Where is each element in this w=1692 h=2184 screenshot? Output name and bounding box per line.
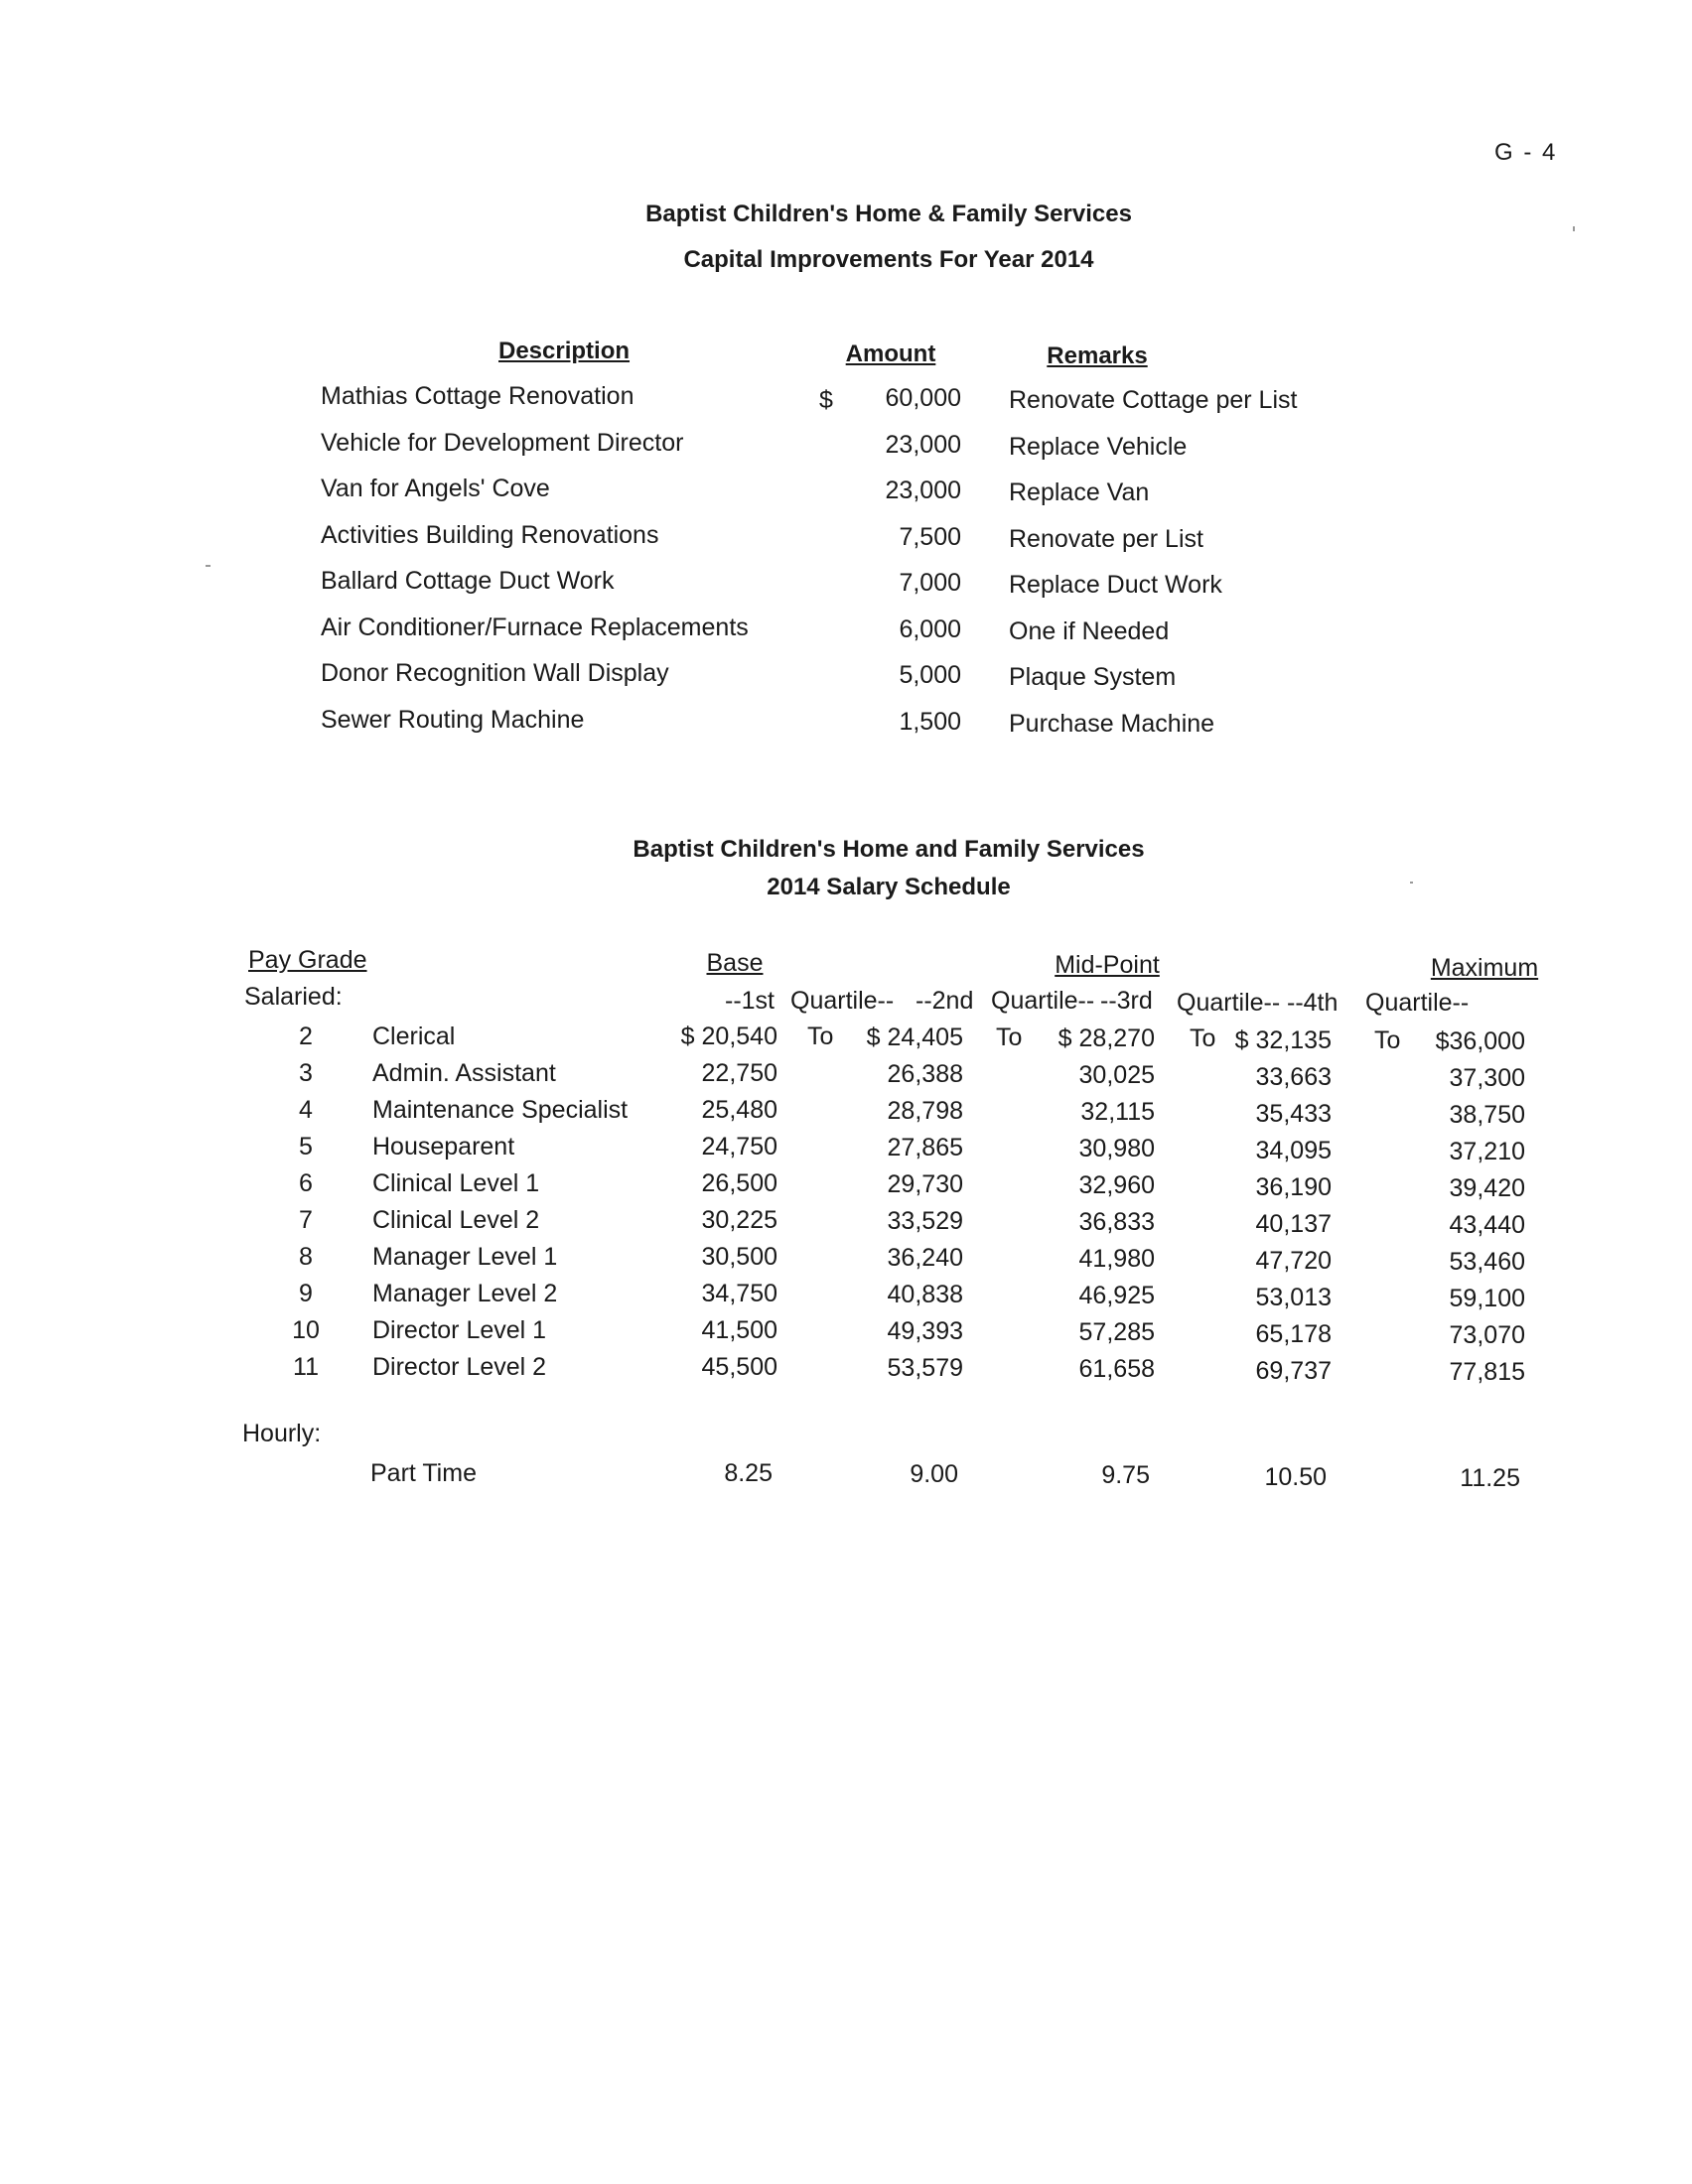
- capital-item-description: Sewer Routing Machine: [321, 705, 585, 734]
- salary-value: 30,500: [701, 1243, 777, 1271]
- to-separator: To: [807, 1023, 834, 1050]
- hourly-value: 9.75: [1101, 1461, 1150, 1490]
- salary-value: 33,663: [1255, 1062, 1332, 1091]
- pay-grade-title: Manager Level 1: [372, 1243, 558, 1271]
- salary-value: $ 20,540: [680, 1023, 777, 1050]
- hourly-value: 10.50: [1264, 1462, 1327, 1491]
- salary-value: 65,178: [1255, 1319, 1332, 1348]
- pay-grade-number: 7: [299, 1206, 313, 1234]
- capital-item-amount: 7,000: [899, 569, 961, 597]
- pay-grade-title: Clinical Level 2: [372, 1206, 540, 1234]
- capital-header-description: Description: [497, 338, 631, 364]
- header-q1: --1st: [725, 987, 775, 1015]
- capital-item-amount: 5,000: [899, 661, 961, 689]
- hourly-value: 8.25: [724, 1459, 773, 1487]
- pay-grade-number: 10: [292, 1316, 320, 1344]
- salary-value: 36,833: [1078, 1208, 1155, 1237]
- currency-symbol: $: [819, 386, 833, 414]
- salaried-label: Salaried:: [244, 983, 343, 1011]
- salary-value: 34,750: [701, 1280, 777, 1307]
- pay-grade-title: Houseparent: [372, 1133, 515, 1160]
- salary-value: 32,960: [1078, 1171, 1155, 1200]
- salary-value: 40,838: [887, 1281, 963, 1309]
- pay-grade-title: Maintenance Specialist: [372, 1096, 629, 1124]
- header-q1-quartile: Quartile--: [790, 987, 895, 1015]
- capital-item-description: Van for Angels' Cove: [321, 475, 550, 502]
- salary-value: 57,285: [1078, 1318, 1155, 1347]
- salary-value: 25,480: [701, 1096, 777, 1124]
- header-q2: --2nd: [916, 987, 974, 1015]
- pay-grade-title: Manager Level 2: [372, 1280, 558, 1307]
- pay-grade-title: Clerical: [372, 1023, 456, 1050]
- pay-grade-title: Director Level 2: [372, 1353, 547, 1381]
- salary-value: 36,190: [1255, 1172, 1332, 1201]
- capital-item-remarks: Renovate Cottage per List: [1009, 386, 1298, 414]
- salary-value: 39,420: [1449, 1173, 1525, 1202]
- pay-grade-number: 3: [299, 1059, 313, 1087]
- capital-subtitle: Capital Improvements For Year 2014: [683, 246, 1094, 273]
- salary-value: 40,137: [1255, 1209, 1332, 1238]
- pay-grade-title: Admin. Assistant: [372, 1059, 556, 1087]
- salary-value: 28,798: [887, 1097, 963, 1126]
- header-q3-quartile: Quartile--: [1177, 989, 1281, 1017]
- salary-value: 29,730: [887, 1170, 963, 1199]
- hourly-title: Part Time: [370, 1459, 477, 1487]
- salary-value: 61,658: [1078, 1355, 1155, 1384]
- pay-grade-number: 4: [299, 1096, 313, 1124]
- salary-org-title: Baptist Children's Home and Family Services: [633, 836, 1145, 863]
- capital-item-remarks: Replace Duct Work: [1009, 571, 1222, 599]
- salary-value: 30,980: [1078, 1135, 1155, 1163]
- capital-header-amount: Amount: [845, 341, 936, 367]
- to-separator: To: [1190, 1024, 1216, 1053]
- salary-value: 36,240: [887, 1244, 963, 1273]
- capital-item-remarks: Replace Vehicle: [1009, 432, 1188, 461]
- capital-item-amount: 23,000: [885, 430, 961, 459]
- salary-value: 59,100: [1449, 1284, 1525, 1312]
- to-separator: To: [1374, 1025, 1401, 1054]
- capital-item-amount: 7,500: [899, 522, 961, 551]
- salary-value: 77,815: [1449, 1357, 1525, 1386]
- capital-item-description: Ballard Cottage Duct Work: [321, 567, 615, 595]
- pay-grade-title: Director Level 1: [372, 1316, 547, 1344]
- scan-speck: [206, 565, 211, 567]
- pay-grade-number: 2: [299, 1023, 313, 1050]
- capital-item-description: Air Conditioner/Furnace Replacements: [321, 613, 749, 641]
- header-q2-quartile: Quartile--: [991, 987, 1095, 1015]
- salary-value: $ 28,270: [1058, 1024, 1155, 1053]
- hourly-value: 9.00: [910, 1460, 958, 1489]
- capital-header-remarks: Remarks: [1047, 342, 1148, 369]
- pay-grade-title: Clinical Level 1: [372, 1169, 540, 1197]
- capital-item-amount: 6,000: [899, 614, 961, 643]
- salary-value: 37,300: [1449, 1063, 1525, 1092]
- pay-grade-number: 5: [299, 1133, 313, 1160]
- salary-value: 34,095: [1255, 1136, 1332, 1164]
- salary-value: 41,500: [701, 1316, 777, 1344]
- header-q4-quartile: Quartile--: [1365, 989, 1470, 1017]
- capital-item-remarks: Replace Van: [1009, 478, 1150, 506]
- salary-value: 26,388: [887, 1060, 963, 1089]
- page-number: G - 4: [1494, 139, 1558, 166]
- header-pay-grade: Pay Grade: [248, 946, 367, 974]
- header-q3: --3rd: [1100, 987, 1153, 1015]
- salary-value: 24,750: [701, 1133, 777, 1160]
- salary-value: 73,070: [1449, 1320, 1525, 1349]
- pay-grade-number: 6: [299, 1169, 313, 1197]
- capital-item-remarks: Purchase Machine: [1009, 709, 1215, 738]
- header-q4: --4th: [1287, 989, 1339, 1017]
- salary-value: 49,393: [887, 1317, 963, 1346]
- hourly-value: 11.25: [1460, 1463, 1520, 1492]
- capital-item-amount: 60,000: [885, 384, 961, 412]
- salary-value: 38,750: [1449, 1100, 1525, 1129]
- hourly-label: Hourly:: [242, 1420, 322, 1447]
- salary-value: 22,750: [701, 1059, 777, 1087]
- capital-item-remarks: Plaque System: [1009, 663, 1177, 691]
- header-base: Base: [706, 949, 764, 977]
- pay-grade-number: 8: [299, 1243, 313, 1271]
- salary-value: $36,000: [1435, 1026, 1525, 1055]
- salary-value: $ 32,135: [1234, 1025, 1332, 1054]
- salary-value: 26,500: [701, 1169, 777, 1197]
- pay-grade-number: 11: [293, 1353, 319, 1381]
- salary-value: 33,529: [887, 1207, 963, 1236]
- salary-value: 30,025: [1078, 1061, 1155, 1090]
- salary-value: 32,115: [1080, 1098, 1155, 1127]
- capital-item-description: Activities Building Renovations: [321, 520, 659, 549]
- capital-item-description: Vehicle for Development Director: [321, 428, 684, 457]
- salary-value: 53,460: [1449, 1247, 1525, 1276]
- salary-value: 45,500: [701, 1353, 777, 1381]
- pay-grade-number: 9: [299, 1280, 313, 1307]
- salary-value: 35,433: [1255, 1099, 1332, 1128]
- header-maximum: Maximum: [1430, 954, 1539, 982]
- salary-value: 43,440: [1449, 1210, 1525, 1239]
- to-separator: To: [996, 1024, 1023, 1052]
- salary-value: 46,925: [1078, 1282, 1155, 1310]
- salary-value: $ 24,405: [866, 1024, 963, 1052]
- capital-org-title: Baptist Children's Home & Family Services: [645, 201, 1132, 227]
- salary-value: 69,737: [1255, 1356, 1332, 1385]
- header-mid-point: Mid-Point: [1055, 951, 1160, 979]
- capital-item-remarks: One if Needed: [1009, 616, 1170, 645]
- salary-value: 30,225: [701, 1206, 777, 1234]
- salary-value: 37,210: [1449, 1137, 1525, 1165]
- capital-item-amount: 1,500: [899, 707, 961, 736]
- salary-value: 27,865: [887, 1134, 963, 1162]
- capital-item-description: Donor Recognition Wall Display: [321, 659, 669, 687]
- capital-item-remarks: Renovate per List: [1009, 524, 1203, 553]
- salary-subtitle: 2014 Salary Schedule: [767, 874, 1011, 900]
- salary-value: 53,013: [1255, 1283, 1332, 1311]
- salary-value: 53,579: [887, 1354, 963, 1383]
- salary-value: 41,980: [1078, 1245, 1155, 1274]
- capital-item-description: Mathias Cottage Renovation: [321, 382, 634, 410]
- capital-item-amount: 23,000: [885, 477, 961, 504]
- salary-value: 47,720: [1255, 1246, 1332, 1275]
